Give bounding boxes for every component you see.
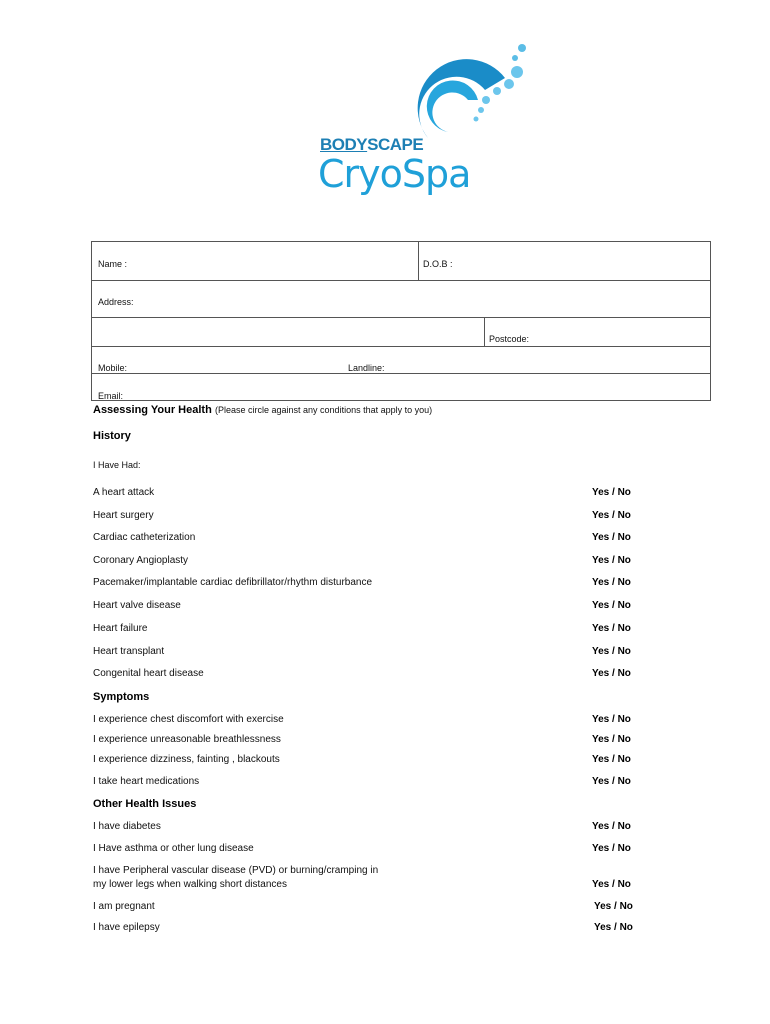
other-health-title: Other Health Issues	[93, 798, 197, 810]
yes-no-option[interactable]: Yes / No	[592, 714, 631, 725]
symptom-item: I experience dizziness, fainting , blackouts	[93, 754, 280, 765]
yes-no-option[interactable]: Yes / No	[592, 623, 631, 634]
yes-no-option[interactable]: Yes / No	[594, 922, 633, 933]
address-field[interactable]: Address:	[98, 297, 134, 307]
yes-no-option[interactable]: Yes / No	[592, 754, 631, 765]
symptom-item: I experience unreasonable breathlessness	[93, 734, 281, 745]
mobile-field[interactable]: Mobile:	[98, 363, 128, 373]
divider	[418, 242, 419, 280]
yes-no-option[interactable]: Yes / No	[592, 600, 631, 611]
divider	[92, 346, 710, 347]
postcode-field[interactable]: Postcode:	[489, 334, 530, 344]
history-item: Heart failure	[93, 623, 148, 634]
history-item: Heart surgery	[93, 510, 154, 521]
other-health-item: I have Peripheral vascular disease (PVD) or burning/cramping in	[93, 865, 379, 876]
history-item: Heart valve disease	[93, 600, 181, 611]
history-item: Heart transplant	[93, 646, 165, 657]
yes-no-option[interactable]: Yes / No	[592, 821, 631, 832]
assessing-note: (Please circle against any conditions that apply to you)	[215, 405, 433, 415]
history-title: History	[93, 430, 131, 442]
symptoms-title: Symptoms	[93, 691, 150, 703]
divider	[484, 317, 485, 346]
yes-no-option[interactable]: Yes / No	[592, 555, 631, 566]
yes-no-option[interactable]: Yes / No	[592, 510, 631, 521]
email-field[interactable]: Email:	[98, 391, 124, 401]
yes-no-option[interactable]: Yes / No	[592, 577, 631, 588]
logo-text-bodyscape: BODYSCAPE	[320, 135, 424, 154]
history-item: Pacemaker/implantable cardiac defibrillator/rhythm disturbance	[93, 577, 373, 588]
personal-details-form	[91, 241, 711, 401]
other-health-item: I have diabetes	[93, 821, 161, 832]
other-health-item-continued: my lower legs when walking short distances	[93, 879, 287, 890]
other-health-item: I have epilepsy	[93, 922, 160, 933]
yes-no-option[interactable]: Yes / No	[592, 843, 631, 854]
yes-no-option[interactable]: Yes / No	[592, 532, 631, 543]
logo-text-cryospa: CryoSpa	[318, 152, 471, 196]
yes-no-option[interactable]: Yes / No	[592, 487, 631, 498]
history-item: Cardiac catheterization	[93, 532, 196, 543]
symptom-item: I take heart medications	[93, 776, 200, 787]
history-item: Congenital heart disease	[93, 668, 204, 679]
yes-no-option[interactable]: Yes / No	[592, 879, 631, 890]
yes-no-option[interactable]: Yes / No	[592, 646, 631, 657]
symptom-item: I experience chest discomfort with exercise	[93, 714, 284, 725]
assessing-title: Assessing Your Health	[93, 404, 212, 416]
yes-no-option[interactable]: Yes / No	[594, 901, 633, 912]
history-item: Coronary Angioplasty	[93, 555, 189, 566]
dob-field[interactable]: D.O.B :	[423, 259, 453, 269]
history-intro: I Have Had:	[93, 460, 141, 470]
yes-no-option[interactable]: Yes / No	[592, 776, 631, 787]
divider	[92, 280, 710, 281]
name-field[interactable]: Name :	[98, 259, 128, 269]
history-item: A heart attack	[93, 487, 155, 498]
landline-field[interactable]: Landline:	[348, 363, 385, 373]
other-health-item: I Have asthma or other lung disease	[93, 843, 254, 854]
divider	[92, 373, 710, 374]
other-health-item: I am pregnant	[93, 901, 155, 912]
yes-no-option[interactable]: Yes / No	[592, 734, 631, 745]
yes-no-option[interactable]: Yes / No	[592, 668, 631, 679]
divider	[92, 317, 710, 318]
